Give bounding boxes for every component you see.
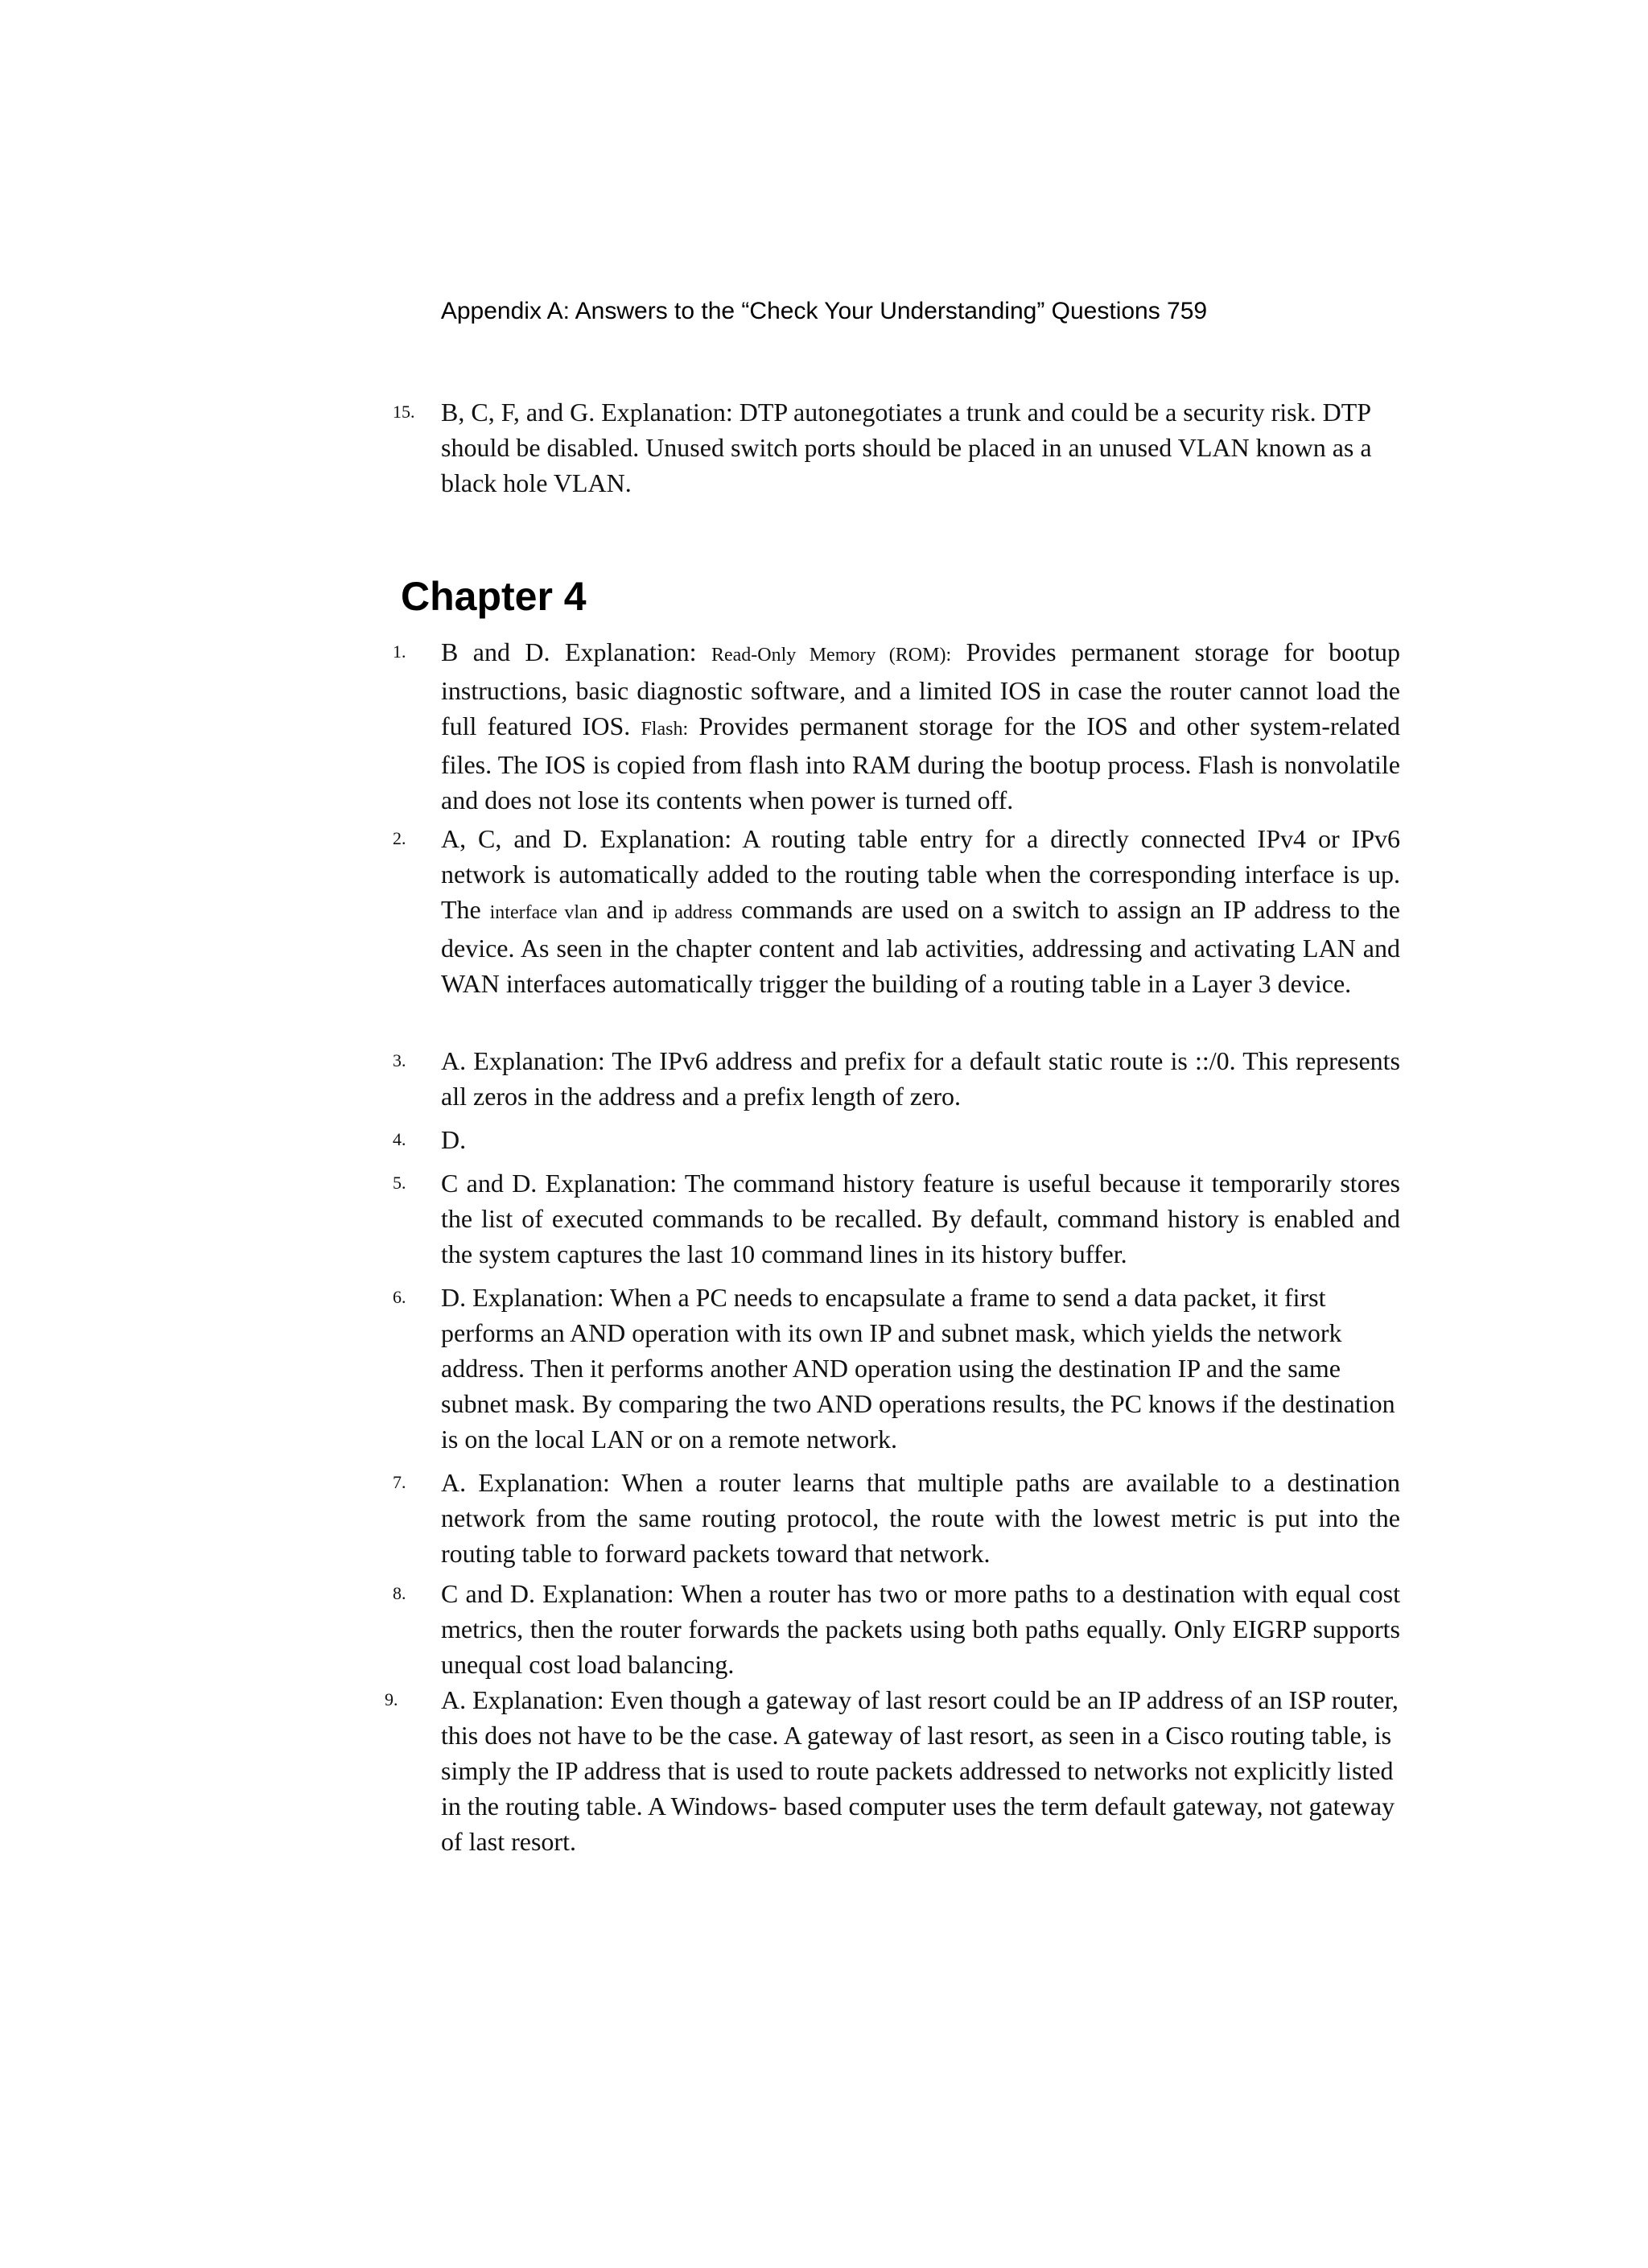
answer-number: 8. — [393, 1583, 406, 1603]
answer-item-6 — [393, 1280, 1400, 1457]
answer-number: 15. — [393, 402, 415, 422]
answer-number: 3. — [393, 1050, 406, 1070]
answer-text: B and D. Explanation: Read-Only Memory (ROM): Provides permanent storage for bootup instructions, basic diagnostic software, and a limited IOS in case the router cannot load the full featured IOS. Flash: Provides permanent storage for the IOS and other system-related files. The IOS is copied from flash into RAM during the bootup process. Flash is nonvolatile and does not lose its contents when power is turned off. — [441, 637, 1401, 814]
chapter-heading: Chapter 4 — [401, 574, 587, 619]
term-rom: Read-Only Memory (ROM): — [711, 645, 952, 666]
answer-item-3 — [393, 1043, 1400, 1114]
answer-item-1 — [393, 634, 1400, 818]
command-ip-address: ip address — [652, 902, 733, 923]
answer-text: C and D. Explanation: The command history feature is useful because it temporarily stores the list of executed commands to be recalled. By default, command history is enabled and the system captures the last 10 command lines in its history buffer. — [441, 1169, 1400, 1268]
term-flash: Flash: — [641, 719, 689, 740]
answer-text: A. Explanation: Even though a gateway of last resort could be an IP address of an ISP router, this does not have to be the case. A gateway of last resort, as seen in a Cisco routing table, is simply the IP address that is used to route packets addressed to networks not explicitly listed in the routing table. A Windows- based computer uses the term default gateway, not gateway of last resort. — [441, 1685, 1399, 1856]
answer-number: 5. — [393, 1173, 406, 1193]
answer-text: A. Explanation: When a router learns that multiple paths are available to a destination network from the same routing protocol, the route with the lowest metric is put into the routing table to forward packets toward that network. — [441, 1468, 1400, 1568]
answer-number: 4. — [393, 1129, 406, 1149]
answer-item-8 — [393, 1576, 1400, 1682]
running-header: Appendix A: Answers to the “Check Your Understanding” Questions 759 — [440, 298, 1208, 324]
answer-item-5 — [393, 1165, 1400, 1272]
answer-text: D. — [441, 1125, 467, 1154]
answer-text: A. Explanation: The IPv6 address and prefix for a default static route is ::/0. This represents all zeros in the address and a prefix length of zero. — [441, 1046, 1400, 1111]
answer-number: 2. — [393, 828, 406, 848]
answer-item-15 — [393, 394, 1400, 501]
answer-item-7 — [393, 1465, 1400, 1571]
answer-number: 7. — [393, 1472, 406, 1492]
answer-text: A, C, and D. Explanation: A routing table entry for a directly connected IPv4 or IPv6 network is automatically added to the routing table when the corresponding interface is up. The interface vlan and ip address commands are used on a switch to assign an IP address to the device. As seen in the chapter content and lab activities, addressing and activating LAN and WAN interfaces automatically trigger the building of a routing table in a Layer 3 device. — [441, 824, 1401, 998]
answer-text: C and D. Explanation: When a router has two or more paths to a destination with equal cost metrics, then the router forwards the packets using both paths equally. Only EIGRP supports unequal cost load balancing. — [441, 1579, 1400, 1679]
answer-number: 6. — [393, 1287, 406, 1307]
answer-item-9 — [385, 1682, 1400, 1859]
answer-number: 9. — [385, 1689, 398, 1709]
answer-number: 1. — [393, 641, 406, 662]
command-interface-vlan: interface vlan — [489, 902, 598, 923]
answer-text: B, C, F, and G. Explanation: DTP autonegotiates a trunk and could be a security risk. DTP should be disabled. Unused switch ports should be placed in an unused VLAN known as a black hole VLAN. — [441, 398, 1372, 497]
answer-item-4 — [393, 1122, 1400, 1157]
answer-item-2 — [393, 821, 1400, 1001]
answer-text: D. Explanation: When a PC needs to encapsulate a frame to send a data packet, it first performs an AND operation with its own IP and subnet mask, which yields the network address. Then it performs another AND operation using the destination IP and the same subnet mask. By comparing the two AND operations results, the PC knows if the destination is on the local LAN or on a remote network. — [441, 1283, 1395, 1454]
